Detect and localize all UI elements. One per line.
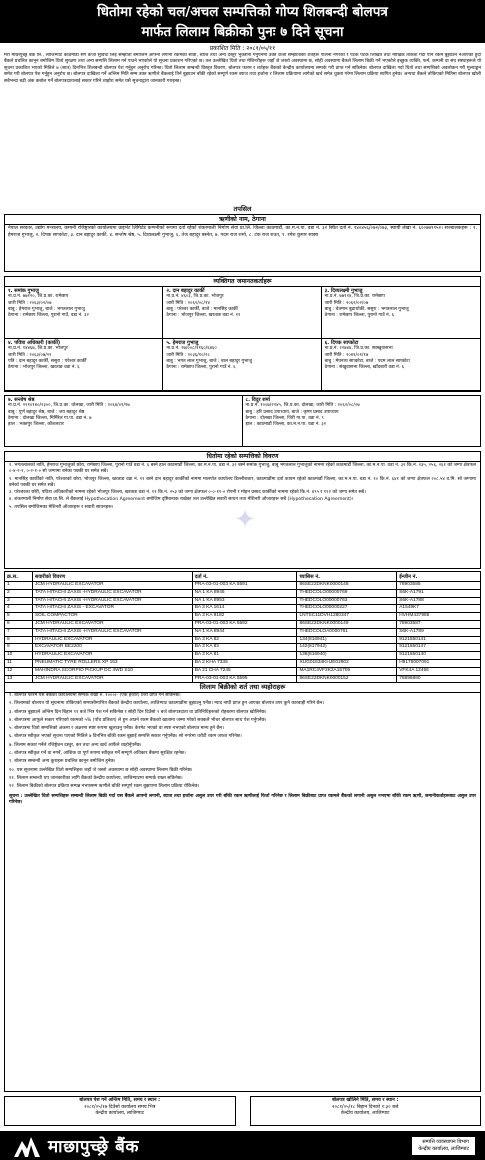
table-cell: 12 <box>5 667 33 675</box>
equipment-table <box>4 571 481 683</box>
table-row <box>5 667 481 675</box>
guarantor-detail: ठेगाना : दोलखा जिल्ला, जिरी गा.पा. वडा नं. ९ <box>245 415 324 421</box>
guarantor-name: ५. हेमराज गुभाजु <box>166 340 199 346</box>
table-cell: 10 <box>5 652 33 660</box>
table-row <box>5 582 481 590</box>
guarantor-detail: ना.प्र.नं. ७७१२०, जि.प्र.का. रामेछाप <box>8 294 69 300</box>
table-cell: HYDRAULIC EXCAVATOR <box>32 652 192 660</box>
guarantor-detail: जारी मिति : २०३६/१०/२८ <box>166 352 210 358</box>
condition-item: १२. लिलाम बिक्रीको बोलपत्र प्रक्रिया सम्पन्न नभएसम्म ऋणीले बाँकी सम्पूर्ण रकम बुझाएमा लिलाम प्रक्रिया रोकिनेछ। <box>9 784 200 790</box>
guarantor-name: ६. दिपक साप्कोटा <box>324 340 359 346</box>
table-cell: TATA HITACHI ZAXIS - EXCAVATOR <box>32 605 192 613</box>
property-item: ५. तपसिल बमोजिमका मेशिनरी औजारहरू र सवारी साधनहरू। <box>9 504 114 510</box>
mountain-logo-icon <box>14 1135 40 1157</box>
guarantor-card <box>243 396 481 446</box>
table-cell: 78903585 <box>397 582 481 590</box>
watermark-logo: ✦ <box>234 505 256 535</box>
table-cell: LNTSC11DVH1280347 <box>297 613 397 621</box>
condition-item: ७. लिलाम सकार गर्नेले रजिष्ट्रेशन दस्तुर, कर तथा अन्य खर्च आफैंले व्यहोर्नुपर्नेछ। <box>9 742 142 748</box>
guarantor-detail: बाबु : पुर्ण बहादुर श्रेष्ठ, बाजे : जय बहादुर श्रेष्ठ <box>8 409 85 415</box>
property-item: १. भगतलालको नाति, हेमराज गुभाजुको छोरा, रामेछाप जिल्ला, पुरानो गाउँ वडा नं. ६ बस्ने हाल काठमाडौं जिल्ला, का.म.न.पा. वडा नं. ३२ बस्ने समांक गुभाजु, बाबु भगतलाल गुभाजुको नाममा रहेको काठमाडौं जिल्ला, का.म.न.पा. वडा नं. ३२ कि.नं. २३५, २५६, २६१ को जग्गा क्षेत्रफल ०-४-२-२, ०-२-१-० सो जग्गामा बनेका पक्की घर समेत सबै। <box>9 463 476 475</box>
table-cell: BA 21 CHA 7245 <box>192 667 297 675</box>
footnote: सूचना : उल्लेखित धितो सम्पत्तिहरू सम्बन्धी लिलाम बिक्री गर्दा यस बैंकले आफ्नो लगानी, ब्याज तथा हर्जाना असुल उपर गरी बाँकी रकम ऋणीलाई फिर्ता गरिनेछ र लिलाम बिक्रीबाट प्राप्त रकमले बैंकको लगानी असुल नभएमा बाँकी रकम ऋणी, जमानीकर्ताहरूबाट असुल उपर गरिनेछ। <box>9 793 476 805</box>
guarantor-detail: जारी मिति : २०६२/०२/०७ <box>324 300 369 306</box>
guarantor-detail: ना.प्र.नं. २२७४४, जि.प्र.का. सक्खुवासभा <box>324 346 393 352</box>
table-cell: XUG01634KHJE02902 <box>297 659 397 667</box>
equipment-table-body <box>5 582 481 683</box>
table-cell: A1549K7 <box>397 605 481 613</box>
guarantor-detail: बाबु : परेश्वर कार्की, बाजे : मानसिंह कार्की <box>166 306 238 312</box>
table-cell: PRA-03-01-003 KA 5591 <box>192 582 297 590</box>
table-cell: SOIL COMPACTOR <box>32 613 192 621</box>
table-cell: NA 1 KA 8944 <box>192 628 297 636</box>
condition-item: २. लिलामको बोलपत्र यो सूचनामा तोकिएको समयसीमाभित्र बैंकको केन्द्रीय कार्यालय, लाजिम्पाट काठमाडौंमा बुझाउनु पर्नेछ। म्याद नाघी प्राप्त हुन आएका बोलपत्र उपर कुनै कारबाही गरिने छैन। <box>9 701 324 707</box>
table-cell: 9 <box>5 644 33 652</box>
guarantors-grid-2 <box>5 396 480 446</box>
table-cell: H9176007091 <box>397 659 481 667</box>
guarantor-detail: ना.प्र.नं. ७७११४, जि.प्र.का. रामेछाप <box>324 294 385 300</box>
table-cell: S6K-A1791 <box>397 589 481 597</box>
property-item: २. मानसिंह कार्कीको नाति, परेश्वरको छोरा, भोजपुर जिल्ला, खरताङ वडा नं. ११ बस्ने दान बहादुर कार्कीको नाममा मालपोत कार्यालय डिल्लीबजार, काठमाडौंमा दर्ता कायम रहेको काठमाडौं जिल्ला, का.म.न.पा. वडा नं. १० कि.नं. ६४१ को जग्गा क्षेत्रफल २०८.५४ व.मि. सो जग्गामा बनेको पक्की घर समेत सबै। <box>9 476 476 488</box>
guarantor-detail: ठेगाना : दोलखा जिल्ला, मिर्मिरेल गा.पा. वडा नं. ७ <box>8 415 92 421</box>
table-cell: 8 <box>5 636 33 644</box>
condition-item: ११. लिलाम सम्बन्धी थप जानकारीका लागि बैंकको केन्द्रीय कार्यालय, लाजिम्पाटमा सम्पर्क राख्न सकिनेछ। <box>9 775 183 781</box>
notice-title-bar <box>0 0 485 43</box>
guarantor-card <box>322 287 480 339</box>
table-row <box>5 613 481 621</box>
condition-item: ९. बोलपत्र सम्बन्धी अन्य कुराहरू प्रचलित कानून बमोजिम हुनेछ। <box>9 759 116 765</box>
table-cell: S6K-A1788 <box>397 597 481 605</box>
table-cell: BA 3 KA 81 <box>192 652 297 660</box>
table-cell: MA1RC4VF2K2A15709 <box>297 667 397 675</box>
submission-deadline-title: बोलपत्र पेश गर्ने अन्तिम मिति, समय र स्थान : <box>79 1098 161 1103</box>
office-label <box>412 1137 475 1155</box>
guarantor-detail: हाल : भक्तपुर जिल्ला, कौशलटार <box>8 422 64 428</box>
table-cell: 1 <box>5 582 33 590</box>
guarantors-box-2 <box>4 395 481 447</box>
table-cell: 9121550147 <box>397 644 481 652</box>
table-cell: BA 3 KA 82 <box>192 636 297 644</box>
table-row <box>5 589 481 597</box>
table-cell: NA 1 KA 8953 <box>192 597 297 605</box>
table-cell: JCM HYDRAULIC EXCAVATOR <box>32 582 192 590</box>
table-cell: PRA-03-01-003 KA 5592 <box>192 620 297 628</box>
conditions-list <box>9 693 476 791</box>
table-cell: HYDRAULIC EXCAVATOR <box>32 636 192 644</box>
table-cell: 2 <box>5 589 33 597</box>
condition-item: ३. बोलपत्र बुझाउने अन्तिम दिन बिहान ११ बजे भित्र पेश गर्न सकिनेछ र सोही दिन दिउँसो २ बजे बोलपत्रदाता वा प्रतिनिधिहरूको रोहबरमा बोलपत्र खोलिनेछ। <box>9 709 267 715</box>
table-cell: BA 3 KA 1614 <box>192 605 297 613</box>
table-cell: 13 <box>5 675 33 683</box>
bank-name: माछापुच्छ्रे बैंक <box>48 1137 139 1157</box>
guarantor-detail: बाबु : भगत लाल गुभाजु, बाजे : बाल बहादुर गुभाजु <box>166 358 252 364</box>
guarantor-detail: ठेगाना : भोजपुर जिल्ला, खरताङ वडा नं. ११ <box>166 313 241 319</box>
guarantor-detail: ना.प्र.नं. २२१०१४०/२३००, जि.प्र.का. धोलखा, जारी मिति : २०६४/०९/१७ <box>8 403 130 409</box>
submission-deadline-box <box>4 1096 236 1126</box>
notice-title-line1: धितोमा रहेको चल/अचल सम्पत्तिको गोप्य शिलबन्दी बोलपत्र <box>97 4 388 20</box>
opening-date-place: केन्द्रीय कार्यालय, लाजिम्पाट <box>340 1111 390 1116</box>
intro-paragraph: मेरो माछापुच्छ्रे बैंक लि., लाजिम्पाट काठमाडौं सँग कर्जा सुविधा लिई सम्झौता बमोजिम आफ्नो लगानी रकमको साँवा, ब्याज तथा अन्य दस्तुर भुक्तानी गर्नुपर्नेमा उक्त कर्जा सम्झौताका शर्तहरू पालना नगरेको र पटक पटक लिखित तथा मौखिक ताकेता गर्दा पनि रकम बुझाउन नआएको हुँदा बैंकले प्रचलित कानून बमोजिम धितो सुरक्षण तथा अन्य सम्पत्ति लिलाम गर्न पाउने भएकोले यो सूचना प्रकाशन गरिएको छ। तल उल्लेखित धितो तथा मेशिनरीहरू जहाँ जे जस्तो अवस्थामा छ, सोही अवस्थामा बैंकले लिलाम बिक्री गर्ने भएकोले इच्छुक व्यक्ति, फर्म, कम्पनी वा संघ संस्थाहरूले यो सूचना प्रकाशित भएको मितिले ७ (सात) दिनभित्र शिलबन्दी बोलपत्र पेश गर्नुहुन अनुरोध गरिन्छ। धितो लिलाम सम्बन्धी विस्तृत विवरण, बोलपत्र फारम र शर्तहरू बैंकको केन्द्रीय कार्यालयमा सम्पर्क गरी प्राप्त गर्न सकिनेछ। बोलपत्र दाखिला गर्दा धितो तथा सम्पत्तिको अवलोकन गरी मूल्याङ्कन समेत गरी बोलपत्र पेश गर्नुहुन अनुरोध छ। बोलपत्र दाखिला गर्ने अन्तिम मिति सम्म उक्त ऋणीले बैंकलाई तिर्न बुझाउन बाँकी रहेको सम्पूर्ण रकम ब्याज तथा हर्जाना र लिलाम प्रक्रियामा लागेको खर्च समेत चुक्ता गरेमा लिलाम प्रक्रिया स्थगित हुनेछ। अन्यथा बैंकले तोकिएको मितिमा बोलपत्र खोली सबैभन्दा बढी अंक कबोल गर्ने बोलपत्रदातालाई सकार गरिने व्यहोरा समेत यसै सूचनाद्वारा जानकारी गराइन्छ। <box>4 53 481 84</box>
guarantor-detail: बाबु : मेघनाथ साप्कोटा, बाजे : पदम लाल साप्कोटा <box>324 358 410 364</box>
column-header: सवारीको विवरण <box>32 572 192 582</box>
table-cell: MAHINDRA SCORPIO PICKUP DC 4WD S10 <box>32 667 192 675</box>
office-department: सम्पत्ति व्यवस्थापन विभाग <box>422 1138 469 1145</box>
publish-date: प्रकाशित मिति : २०८१/०५/११ <box>209 45 276 52</box>
table-cell: 134(816941) <box>297 636 397 644</box>
guarantor-card <box>163 287 321 339</box>
guarantor-card <box>5 396 243 446</box>
guarantor-name: ४. पवित्रा अधिकारी (कार्की) <box>8 340 61 346</box>
table-cell: VFK4A 12456 <box>397 667 481 675</box>
table-row <box>5 644 481 652</box>
column-header: च्यासिस नं. <box>297 572 397 582</box>
table-cell: 86SE22DKNK0000148 <box>297 582 397 590</box>
table-cell: NA 1 KA 8945 <box>192 589 297 597</box>
opening-date-date: २०८१/०५/१८ बिहान दिनको १:३० बजे <box>332 1104 399 1110</box>
table-row <box>5 605 481 613</box>
guarantor-detail: ना.प्र.नं. १००७/२२४५, जि.प्र.का. दोलखा, जारी मिति : २०६२/०८/०७ <box>245 403 360 409</box>
table-cell: 6 <box>5 620 33 628</box>
bank-footer <box>0 1131 485 1160</box>
guarantor-detail: बाबु : चेतमान बुढाथोकी, ससुरा : भगतलाल गुभाजु <box>324 306 409 312</box>
table-cell: 86SE22DKNK0000149 <box>297 620 397 628</box>
table-cell: JCM HYDRAULIC EXCAVATOR <box>32 675 192 683</box>
column-header: क्र.स. <box>5 572 33 582</box>
borrower-box <box>4 214 481 272</box>
guarantor-detail: हाल : काठमाडौं जिल्ला, का.म.न.पा. वडा नं. ३२ <box>245 422 327 428</box>
table-row <box>5 620 481 628</box>
property-item: ४. शंकरमाली निर्माण सेवा प्रा.लि. ले बैंकलाई Hypothecation Agreement बमोजिम दृष्टिबन्धक राखेका तल उल्लेखित सवारी साधन तथा मेशिनरी औजारहरू सबै (Hypothecation Agreement)। <box>9 497 354 503</box>
guarantor-detail: बाबु : हेमराज गुभाजु, बाजे : भगतलाल गुभाजु <box>8 306 85 312</box>
guarantor-detail: जारी मिति : २०६३/०७/२२ <box>8 352 52 358</box>
equipment-table-header <box>5 572 481 582</box>
notice-title-line2: मार्फत लिलाम बिक्रीको पुनः ७ दिने सूचना <box>141 24 344 40</box>
table-cell: THEDCOLO00000763 <box>297 597 397 605</box>
guarantor-detail: ना.प्र.नं. १४४६७, जि.प्र.का. भोजपुर <box>8 346 68 352</box>
table-cell: BA 3 KA 9182 <box>192 613 297 621</box>
property-item: ३. परेश्वरका छोरी, पवित्रा अधिकारीको नाममा रहेको भोजपुर जिल्ला, खरताङ वडा नं. ११ कि.नं. २५३ को जग्गा क्षेत्रफल ०-०-११-० रोपनी र मोहन प्रसाद कार्कीको नाममा रहेको कि.नं. ४९५ र १९२ को जग्गा समेत सबै। <box>9 490 366 496</box>
borrower-heading: ऋणीको नाम, ठेगाना <box>5 215 480 225</box>
table-cell: 9121550140 <box>397 652 481 660</box>
condition-item: ८. बोलपत्र स्वीकृत गर्ने वा नगर्ने, आंशिक वा पूर्ण रूपमा स्वीकृत गर्ने सम्पूर्ण अधिकार बैंकमा सुरक्षित रहनेछ। <box>9 751 186 757</box>
table-cell: TATA HITACHI ZAXIS -HYDRAULIC EXCAVATOR <box>32 597 192 605</box>
guarantors-heading: व्यक्तिगत जमानतकर्ताहरू <box>5 277 480 287</box>
guarantor-name: ३. दिव्यलक्ष्मी गुभाजु <box>324 288 363 294</box>
guarantor-detail: बाबु : हरि प्रसाद उपाध्याय, बाजे : कृष्ण प्रसाद उपाध्याय <box>245 409 339 415</box>
guarantor-card <box>5 287 163 339</box>
table-cell: THEDCOLO00000769 <box>297 589 397 597</box>
guarantor-detail: ठेगाना : रामेछाप जिल्ला, पुरानो गाउँ नं. ६ <box>166 365 236 371</box>
guarantor-detail: ना.प्र.नं. २७/००८/११६०/६४६० <box>166 346 217 352</box>
table-cell: 142(817942) <box>297 644 397 652</box>
tapsil-heading: तपसिल <box>233 205 252 213</box>
guarantor-detail: ठेगाना : भोजपुर जिल्ला, खरताङ वडा नं. ६ <box>8 365 80 371</box>
table-cell: EXCAVATOR BE2200 <box>32 644 192 652</box>
column-header: ईन्जीन नं. <box>397 572 481 582</box>
guarantor-name: ८. विदुर शर्मा <box>245 397 270 403</box>
table-cell: 4 <box>5 605 33 613</box>
table-cell: THEDCOLOA0000761 <box>297 628 397 636</box>
guarantor-card <box>5 339 163 391</box>
guarantor-detail: जारी मिति : २०६३/०२/०७ <box>8 300 52 306</box>
table-cell: 5 <box>5 613 33 621</box>
borrower-details: नेपाल सरकार, उद्योग मन्त्रालय, कम्पनी रजिष्ट्रारको कार्यालयमा प्राइभेट लिमिटेड कम्पनीको रूपमा दर्ता रहेको शंकरमाली निर्माण सेवा प्रा.लि. जिल्ला काठमाडौं, का.म.न.पा. वडा नं. ३२ स्थित दर्ता नं. १४०४५६/०७२/०७३, स्थायी लेखा नं. ६००७७९९५२। सञ्चालकहरू : १. हेमराज गुभाजु, २. दिपक साप्कोटा, ३. दान बहादुर कार्की, ४. सन्तोष श्रेष्ठ, ५. दिव्यलक्ष्मी गुभाजु, ६. तेज बहादुर बस्नेत, ७. पदम राज शर्मा, ८. टंक राज राउत, ९. रमेश कुमार साक्य <box>8 226 477 238</box>
table-row <box>5 597 481 605</box>
guarantor-detail: ठेगाना : रामेछाप जिल्ला, पुरानो गाउँ, वडा नं. ३२ <box>8 313 89 319</box>
guarantor-detail: पति : दान बहादुर कार्की, ससुरा : परेश्वर कार्की <box>8 358 87 364</box>
guarantor-name: १. समांक गुभाजु <box>8 288 39 294</box>
guarantor-name: ७. सन्तोष श्रेष्ठ <box>8 397 35 403</box>
table-cell: BA 2 KHA 7335 <box>192 659 297 667</box>
submission-deadline-date: २०८१/०५/१७ दिउँसो कार्यालय समय भित्र <box>84 1104 156 1110</box>
conditions-body <box>4 691 481 1092</box>
table-cell: HVHM437985 <box>397 613 481 621</box>
table-cell: TATA HITACHI ZAXIS -HYDRAULIC EXCAVATOR <box>32 628 192 636</box>
table-cell: 3 <box>5 597 33 605</box>
table-row <box>5 652 481 660</box>
table-cell: S6K-A1789 <box>397 628 481 636</box>
table-cell: PNEUMATIC TYRE ROLLERS XP 163 <box>32 659 192 667</box>
table-cell: 78896860 <box>397 675 481 683</box>
table-cell: 9121550141 <box>397 636 481 644</box>
column-header: दर्ता नं. <box>192 572 297 582</box>
submission-deadline-place: केन्द्रीय कार्यालय, लाजिम्पाट <box>95 1111 144 1116</box>
guarantor-card <box>163 339 321 391</box>
property-heading: धितोमा रहेको सम्पत्तिको विवरण <box>5 452 480 462</box>
conditions-heading: लिलाम बिक्रीको शर्त तथा व्यहोराहरू <box>4 682 481 693</box>
opening-date-box <box>250 1096 482 1126</box>
table-row <box>5 659 481 667</box>
office-location: केन्द्रीय कार्यालय, लाजिम्पाट <box>418 1145 469 1152</box>
table-cell: JCM HYDRAULIC EXCAVATOR <box>32 620 192 628</box>
guarantor-detail: ठेगाना : रामेछाप जिल्ला, पुरानो गाउँ नं. ६ <box>324 313 394 319</box>
table-row <box>5 628 481 636</box>
opening-date-title: बोलपत्र खोलिने मिति, समय र स्थान : <box>332 1098 399 1103</box>
condition-item: ५. बोलपत्रमा धितो सम्पत्तिको अंकमा र अक्षरमा स्पष्ट रूपमा खुलाउनु पर्नेछ। केरमेट भएको वा स्पष्ट नभएको बोलपत्र मान्य हुने छैन। <box>9 726 224 732</box>
condition-item: १. बोलपत्र फारम यस बैंकका कार्यालयमा सम्पर्क राखी रु. १०००/- (एक हजार) तिरी प्राप्त गर्न सकिनेछ। <box>9 693 181 698</box>
equipment-table-wrap <box>4 571 481 683</box>
table-cell: 11 <box>5 659 33 667</box>
condition-item: ४. बोलपत्रमा आफूले सकार गरिएको रकमको ५% (पाँच प्रतिशत) ले हुन आउने रकम बैंकको खातामा जम्मा गरेको सक्कलै भौचर बोलपत्र साथ पेश गर्नुपर्नेछ। <box>9 717 267 723</box>
guarantor-detail: जारी मिति : २०६२/०८/१४ <box>166 300 210 306</box>
table-cell: 138(816940) <box>297 652 397 660</box>
guarantor-name: २. दान बहादुर कार्की <box>166 288 205 294</box>
guarantor-detail: ना.प्र.नं. ४६०३, जि.प्र.का. भोजपुर <box>166 294 224 300</box>
table-cell: THEDCOLO00000227 <box>297 605 397 613</box>
table-cell: TATA HITACHI ZAXIS -HYDRAULIC EXCAVATOR <box>32 589 192 597</box>
guarantors-grid <box>5 287 480 391</box>
guarantor-card <box>322 339 480 391</box>
table-cell: PRA-03-01-003 KA 5595 <box>192 675 297 683</box>
guarantor-detail: जारी मिति : २०४१/०१/१७ <box>324 352 369 358</box>
table-cell: 78903587 <box>397 620 481 628</box>
condition-item: ६. बोलपत्र स्वीकृत भएको सूचना पाएको मितिले ७ दिनभित्र बाँकी रकम बुझाई सम्पत्ति सकार गर्नुपर्नेछ। सो नगरेमा धरौटी रकम जफत गरिनेछ। <box>9 734 242 740</box>
table-cell: BA 3 KA 83 <box>192 644 297 652</box>
table-row <box>5 636 481 644</box>
guarantor-detail: ठेगाना : संखुवासभा जिल्ला, खाँदबारी वडा नं. ६ <box>324 365 405 371</box>
table-cell: 86SE22DKNK0000152 <box>297 675 397 683</box>
guarantors-box <box>4 276 481 392</box>
deadline-boxes <box>4 1096 481 1126</box>
table-cell: 7 <box>5 628 33 636</box>
condition-item: १०. यस सूचनामा उल्लेखित धितो सम्पत्तिहरू जहाँ जे जस्तो अवस्थामा छ सोही अवस्थामा लिलाम बिक्री गरिनेछ। <box>9 767 193 773</box>
